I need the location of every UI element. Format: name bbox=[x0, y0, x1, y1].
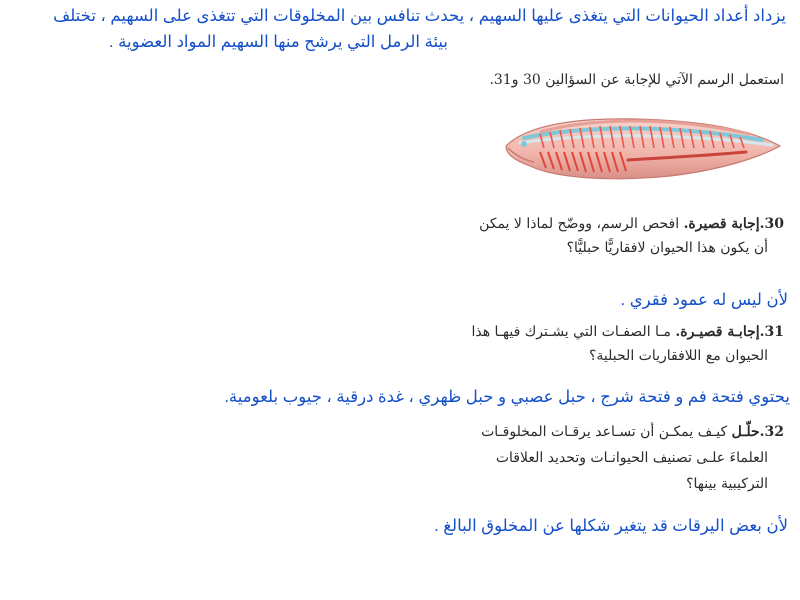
question-32-number: 32. bbox=[759, 424, 784, 440]
question-31-line-1 bbox=[471, 324, 784, 340]
eye-spot bbox=[521, 141, 527, 147]
question-31-keyword: إجابـة قصيـرة. bbox=[675, 324, 760, 340]
question-32-keyword: حلّـل bbox=[731, 424, 760, 440]
question-32-text-2: العلماءَ علـى تصنيف الحيوانـات وتحديد العلاقات bbox=[495, 450, 768, 466]
question-32-line-1 bbox=[481, 424, 784, 440]
intro-line-1: يزداد أعداد الحيوانات التي يتغذى عليها السهيم ، يحدث تنافس بين المخلوقات التي تتغذى على السهيم ، تختلف bbox=[53, 7, 786, 25]
lancelet-diagram bbox=[500, 108, 786, 198]
question-30-keyword: إجابة قصيرة. bbox=[683, 216, 760, 232]
question-31-text-1: مـا الصفـات التي يشـترك فيهـا هذا bbox=[471, 324, 671, 340]
question-32-text-1: كيـف يمكـن أن تسـاعد يرقـات المخلوقـات bbox=[481, 424, 728, 440]
answer-31: يحتوي فتحة فم و فتحة شرج ، حبل عصبي و حبل ظهري ، غدة درقية ، جيوب بلعومية. bbox=[224, 388, 790, 406]
question-30-line-1 bbox=[479, 216, 784, 232]
question-32-text-3: التركيبية بينها؟ bbox=[686, 476, 768, 492]
intro-line-2: بيئة الرمل التي يرشح منها السهيم المواد العضوية . bbox=[108, 33, 448, 51]
answer-32: لأن بعض اليرقات قد يتغير شكلها عن المخلوق البالغ . bbox=[434, 517, 788, 535]
question-30-text-2: أن يكون هذا الحيوان لافقاريًّا حبليًّا؟ bbox=[566, 240, 768, 256]
instruction-text: استعمل الرسم الآتي للإجابة عن السؤالين 30 و31. bbox=[489, 72, 784, 88]
answer-30: لأن ليس له عمود فقري . bbox=[620, 291, 788, 309]
question-30-number: 30. bbox=[759, 216, 784, 232]
question-30-text-1: افحص الرسم، ووضّح لماذا لا يمكن bbox=[479, 216, 680, 232]
question-31-number: 31. bbox=[759, 324, 784, 340]
question-31-text-2: الحيوان مع اللافقاريات الحبلية؟ bbox=[589, 348, 768, 364]
